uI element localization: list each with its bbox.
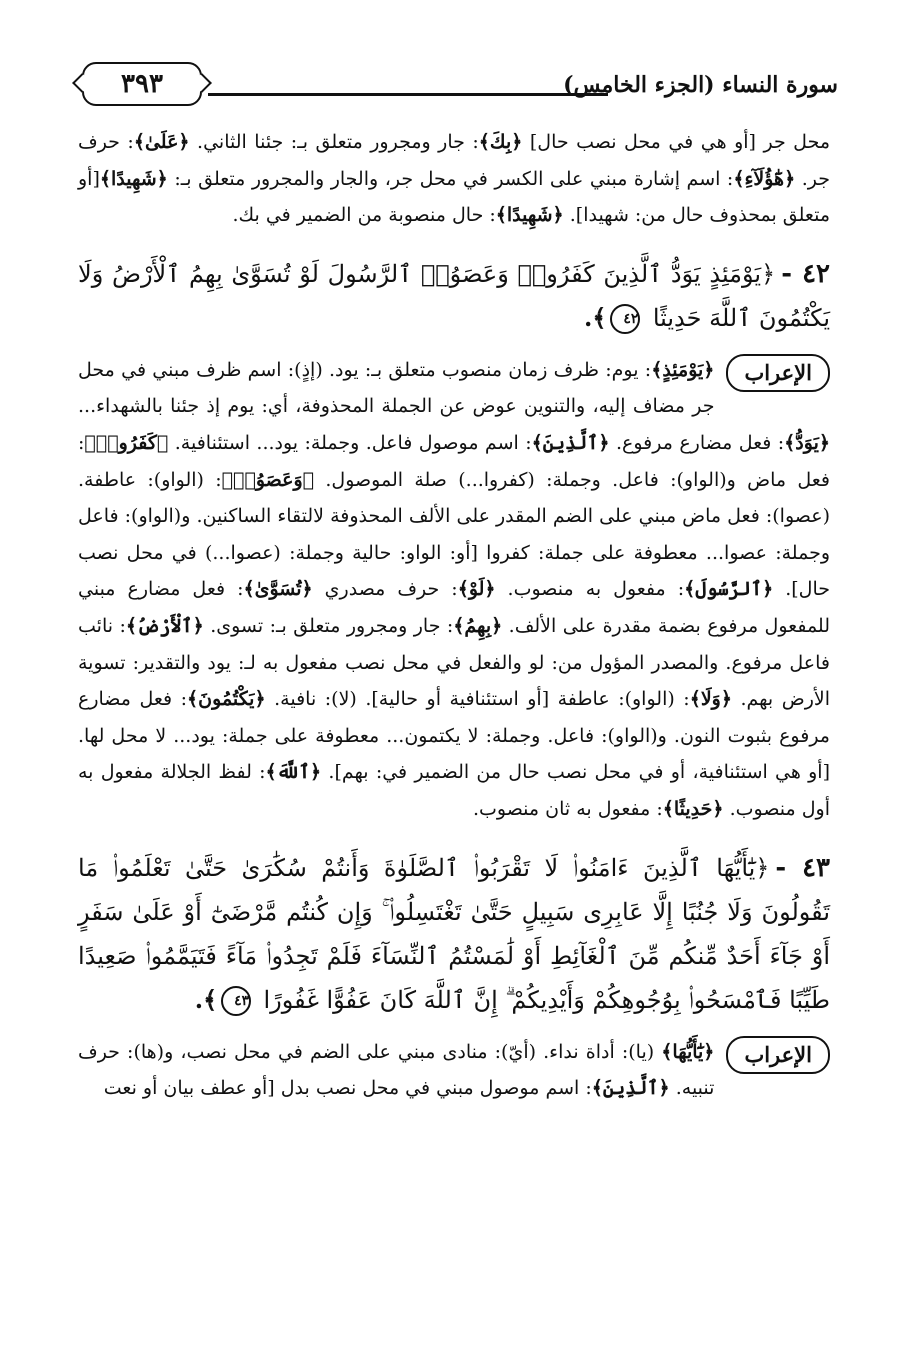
verse-number: ٤٣ -	[775, 852, 830, 883]
quran-word: ﴿تُسَوَّىٰ﴾	[243, 578, 313, 601]
text-segment: (يا): أداة نداء. (أيّ): منادى مبني على الضم في محل نصب، و(ها): حرف تنبيه.	[78, 1040, 715, 1100]
verse-closing: ﴾.	[194, 984, 218, 1014]
verse-number: ٤٢ -	[781, 258, 831, 289]
quran-word: ﴿حَدِيثًا﴾	[662, 797, 724, 820]
page-header	[70, 60, 838, 110]
text-segment: : اسم موصول مبني في محل نصب بدل [أو عطف بيان أو نعت	[103, 1077, 592, 1100]
quran-word: ﴿هَٰٓؤُلَآءِ﴾	[733, 167, 796, 190]
text-segment: : (الواو): عاطفة. (عصوا): فعل ماض مبني على الضم المقدر على الألف المحذوفة لالتقاء الساكنين. و(الواو): فاعل وجملة: عصوا... معطوفة على جملة: كفروا [أو: الواو: حالية وجملة: (عصوا...) في محل نصب حال].	[78, 468, 830, 601]
text-segment: : جار ومجرور متعلق بـ: تسوى.	[203, 614, 454, 637]
text-segment: : حرف مصدري	[312, 578, 458, 601]
intro-paragraph	[78, 124, 830, 234]
text-segment: : مفعول به منصوب.	[495, 578, 685, 601]
ayah-end-marker: ٤٣	[221, 986, 251, 1016]
irab-label: الإعراب	[726, 1036, 830, 1074]
irab-section-42	[78, 352, 830, 828]
quran-word: ﴿يَوْمَئِذٍ﴾	[651, 358, 715, 381]
quran-word: ﴿ٱلْأَرْضُ﴾	[125, 614, 204, 637]
text-segment: : نائب فاعل مرفوع. والمصدر المؤول من: لو والفعل في محل نصب مفعول به لـ: يود والتقدير: تسوية الأرض بهم.	[78, 614, 831, 711]
text-segment: : اسم إشارة مبني على الكسر في محل جر، والجار والمجرور متعلق بـ:	[167, 167, 734, 190]
text-segment: : حال منصوبة من الضمير في بك.	[232, 204, 496, 227]
text-segment: ﴿يَٰٓأَيُّهَا ٱلَّذِينَ ءَامَنُوا۟ لَا تَقْرَبُوا۟ ٱلصَّلَوٰةَ وَأَنتُمْ سُكَٰرَىٰ حَتَّىٰ تَعْلَمُوا۟ مَا تَقُولُونَ وَلَا جُنُبًا إِلَّا عَابِرِى سَبِيلٍ حَتَّىٰ تَغْتَسِلُوا۟ ۚ وَإِن كُنتُم مَّرْضَىٰٓ أَوْ عَلَىٰ سَفَرٍ أَوْ جَآءَ أَحَدٌ مِّنكُم مِّنَ ٱلْغَآئِطِ أَوْ لَٰمَسْتُمُ ٱلنِّسَآءَ فَلَمْ تَجِدُوا۟ مَآءً فَتَيَمَّمُوا۟ صَعِيدًا طَيِّبًا فَٱمْسَحُوا۟ بِوُجُوهِكُمْ وَأَيْدِيكُمْ ۗ إِنَّ ٱللَّهَ كَانَ عَفُوًّا غَفُورًا	[78, 853, 830, 1014]
quran-word: ﴿وَعَصَوُا۟﴾	[221, 468, 315, 491]
text-segment: : مفعول به ثان منصوب.	[472, 797, 663, 820]
text-segment: : فعل مضارع مبني للمفعول مرفوع بضمة مقدرة على الألف.	[78, 578, 831, 637]
quran-word: ﴿يَوَدُّ﴾	[784, 431, 830, 454]
page-number: ٣٩٣	[82, 62, 202, 106]
text-segment: : فعل مضارع مرفوع بثبوت النون. و(الواو): فاعل. وجملة: لا يكتمون... معطوفة على جملة: يود... لا محل لها. [أو هي استئنافية، أو في محل نصب حال من الضمير في: بهم].	[78, 688, 830, 784]
irab-label: الإعراب	[726, 354, 830, 392]
quran-word: ﴿شَهِيدًا﴾	[495, 204, 564, 227]
text-segment: : (الواو): عاطفة [أو استئنافية أو حالية]. (لا): نافية.	[265, 688, 690, 711]
text-segment: محل جر [أو هي في محل نصب حال]	[522, 131, 831, 153]
quran-word: ﴿ٱلَّذِينَ﴾	[591, 1077, 670, 1100]
irab-text	[78, 352, 830, 828]
quran-word: ﴿يَكْتُمُونَ﴾	[187, 688, 266, 711]
text-segment: : لفظ الجلالة مفعول به أول منصوب.	[78, 761, 830, 820]
verse-closing: ﴾.	[584, 302, 607, 332]
verse-43	[78, 846, 830, 1022]
quran-word: ﴿ٱلرَّسُولَ﴾	[684, 578, 774, 601]
text-segment: : حرف جر.	[78, 131, 830, 190]
text-segment: : فعل مضارع مرفوع.	[609, 431, 785, 454]
verse-text	[78, 854, 830, 1014]
quran-word: ﴿وَلَا﴾	[689, 688, 732, 711]
header-rule	[208, 93, 608, 96]
ayah-end-marker: ٤٢	[610, 304, 640, 334]
quran-word: ﴿لَوْ﴾	[457, 578, 496, 601]
text-segment: : يوم: ظرف زمان منصوب متعلق بـ: يود. (إذٍ): اسم ظرف مبني في محل جر مضاف إليه، والتنوين عوض عن الجملة المحذوفة، أي: يوم إذ جئنا بالشهداء...	[78, 358, 715, 418]
text-segment: [أو متعلق بمحذوف حال من: شهيدا].	[78, 167, 830, 227]
text-segment: : جار ومجرور متعلق بـ: جئنا الثاني.	[189, 131, 479, 153]
quran-word: ﴿ٱلَّذِينَ﴾	[531, 431, 610, 454]
quran-word: ﴿بِكَ﴾	[478, 131, 523, 153]
irab-text	[78, 1034, 830, 1107]
quran-word: ﴿كَفَرُوا۟﴾	[84, 431, 169, 454]
verse-42	[78, 252, 830, 340]
verse-text	[78, 260, 830, 332]
quran-word: ﴿عَلَىٰ﴾	[133, 131, 190, 153]
quran-word: ﴿يَٰٓأَيُّهَا﴾	[661, 1040, 715, 1063]
text-segment: : اسم موصول فاعل. وجملة: يود... استئنافية.	[168, 431, 532, 454]
quran-word: ﴿شَهِيدًا﴾	[99, 167, 168, 190]
surah-title: سورة النساء (الجزء الخامس)	[563, 72, 838, 98]
text-segment: ﴿يَوْمَئِذٍ يَوَدُّ ٱلَّذِينَ كَفَرُوا۟ وَعَصَوُا۟ ٱلرَّسُولَ لَوْ تُسَوَّىٰ بِهِمُ ٱلْأَرْضُ وَلَا يَكْتُمُونَ ٱللَّهَ حَدِيثًا	[78, 259, 830, 332]
quran-word: ﴿ٱللَّهَ﴾	[265, 761, 322, 784]
irab-section-43	[78, 1034, 830, 1107]
page-content	[78, 124, 830, 1107]
quran-word: ﴿بِهِمُ﴾	[453, 614, 503, 637]
text-segment: : فعل ماض و(الواو): فاعل. وجملة: (كفروا...) صلة الموصول.	[78, 431, 830, 491]
